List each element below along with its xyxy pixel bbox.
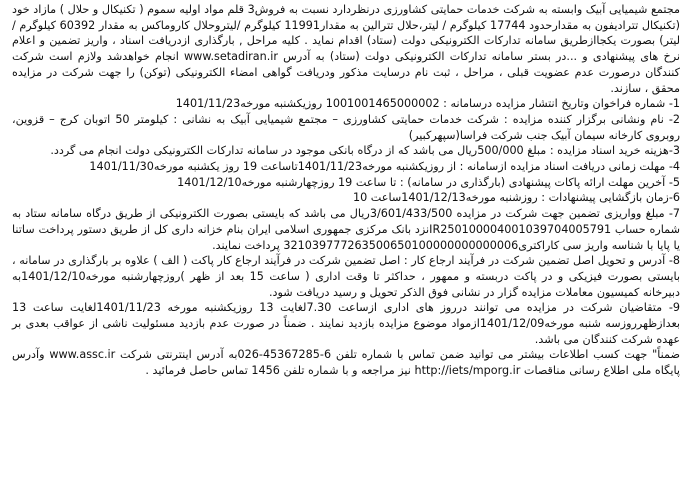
item-5-submission-deadline: 5- آخرین مهلت ارائه پاکات پیشنهادی (بارگذاری در سامانه) : تا ساعت 19 روزچهارشنبه مورخه1401/12/10 [177,175,680,189]
contact-paragraph: ضمناً" جهت کسب اطلاعات بیشتر می توانید ضمن تماس با شماره تلفن 6-45367285-026به آدرس اینترنتی شرکت www.assc.ir وآدرس پایگاه ملی اطلاع رسانی مناقصات http://iets/mporg.ir نیز مراجعه و با شماره تلفن 1456 تماس حاصل فرمائید . [12,348,681,378]
item-9-inspection: 9- متقاضیان شرکت در مزایده می توانند درروز های اداری ازساعت 7.30لغایت 13 روزیکشنبه مورخه 1401/11/23لغایت ساعت 13 بعدازظهرروزسه شنبه مورخه1401/12/09ازمواد موضوع مزایده بازدید نمایند . ضمناً در صورت عدم بازدید مسئولیت ناشی از عواقب بعدی بر عهده شرکت کنندگان می باشد. [12,301,680,346]
item-4-document-deadline: 4- مهلت زمانی دریافت اسناد مزایده ازسامانه : از روزیکشنبه مورخه1401/11/23تاساعت 19 روز یکشنبه مورخه1401/11/30 [89,160,680,174]
item-8-guarantee-delivery: 8- آدرس و تحویل اصل تضمین شرکت در فرآیند ارجاع کار : اصل تضمین شرکت در فرآیند ارجاع کار پاکت ( الف ) علاوه بر بارگذاری در سامانه ، بایستی بصورت فیزیکی و در پاکت دربسته و ممهور ، حداکثر تا وقت اداری ( ساعت 15 بعد از ظهر )روزچهارشنبه مورخه1401/12/10به دبیرخانه کمیسیون معاملات مزایده گزار در نشانی فوق الذکر تحویل و رسید دریافت شود. [12,254,680,299]
item-3-document-fee: 3-هزینه خرید اسناد مزایده : مبلغ 500/000ریال می باشد که از درگاه بانکی موجود در سامانه تدارکات الکترونیکی دولت انجام می گردد. [50,144,680,158]
announcement-text [12,2,680,379]
item-1-call-number: 1- شماره فراخوان وتاریخ انتشار مزایده درسامانه : 1001001465000002 روزیکشنبه مورخه1401/11/23 [175,97,680,111]
intro-paragraph: مجتمع شیمیایی آبیک وابسته به شرکت خدمات حمایتی کشاورزی درنظردارد نسبت به فروش3 قلم مواد اولیه سموم ( تکنیکال و حلال ) مازاد خود (تکنیکال تترادیفون به مقدارحدود 17744 کیلوگرم / لیتر،حلال تترالین به مقدار11991 کیلوگرم /لیتروحلال کاروماکس به مقدار 60392 کیلوگرم / لیتر) بصورت یکجاازطریق سامانه تدارکات الکترونیکی دولت (ستاد) اقدام نماید . کلیه مراحل , بارگذاری ازدریافت اسناد ، واریز تضمین و اعلام نرخ های پیشنهادی و ...در بستر سامانه تدارکات الکترونیکی دولت (ستاد) به آدرس www.setadiran.ir انجام خواهدشد ولازم است شرکت کنندگان درصورت عدم عضویت قبلی ، مراحل ، ثبت نام درسایت مذکور ودریافت گواهی امضاء الکترونیکی (توکن) را جهت شرکت در مزایده محقق ، سازند. [12,3,680,95]
item-7-guarantee-amount: 7- مبلغ وواریزی تضمین جهت شرکت در مزایده 3/601/433/500ریال می باشد که بایستی بصورت الکترونیکی از طریق درگاه سامانه ستاد به شماره حساب IR250100004001039704005791نزد بانک مرکزی جمهوری اسلامی ایران بنام خزانه داری کل از طریق دستور پرداخت ساتنا یا پایا با شناسه واریز سی کاراکتری321039777263500650100000000000006 پرداخت نمایند. [12,207,681,252]
item-2-organizer: 2- نام ونشانی برگزار کننده مزایده : شرکت خدمات حمایتی کشاورزی – مجتمع شیمیایی آبیک به نشانی : کیلومتر 50 اتوبان کرج – قزوین، روبروی کارخانه سیمان آبیک جنب شرکت فراسا(سپهرکبیر) [12,112,680,142]
item-6-opening-time: 6-زمان بازگشایی پیشنهادات : روزشنبه مورخه1401/12/13ساعت 10 [353,191,680,205]
